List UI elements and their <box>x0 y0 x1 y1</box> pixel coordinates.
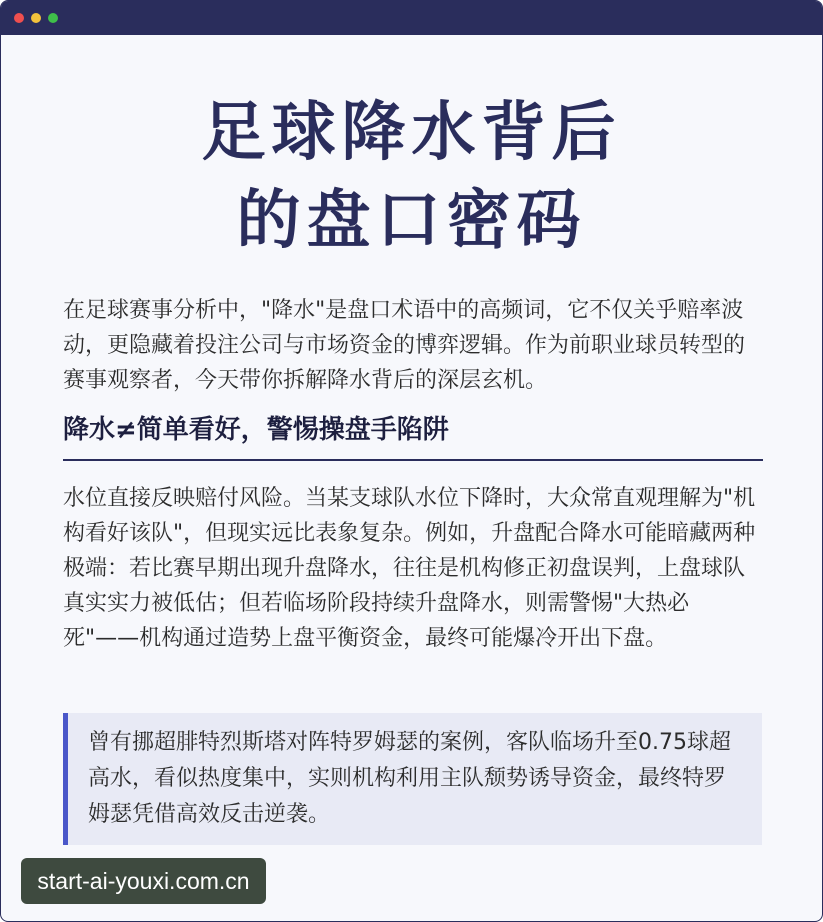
minimize-window-button[interactable] <box>31 13 41 23</box>
case-callout-box <box>63 713 762 845</box>
article-title-line-1: 足球降水背后 <box>201 96 622 170</box>
maximize-window-button[interactable] <box>48 13 58 23</box>
callout-text: 曾有挪超腓特烈斯塔对阵特罗姆瑟的案例，客队临场升至0.75球超高水，看似热度集中，实则机构利用主队颓势诱导资金，最终特罗姆瑟凭借高效反击逆袭。 <box>88 730 731 827</box>
section-body-paragraph: 水位直接反映赔付风险。当某支球队水位下降时，大众常直观理解为"机构看好该队"，但现实远比表象复杂。例如，升盘配合降水可能暗藏两种极端：若比赛早期出现升盘降水，往往是机构修正初盘误判，上盘球队真实实力被低估；但若临场阶段持续升盘降水，则需警惕"大热必死"——机构通过造势上盘平衡资金，最终可能爆冷开出下盘。 <box>63 486 756 651</box>
article-title-line-2: 的盘口密码 <box>236 184 587 258</box>
watermark-badge: start-ai-youxi.com.cn <box>21 858 266 904</box>
close-window-button[interactable] <box>14 13 24 23</box>
window-titlebar <box>1 1 822 35</box>
section-heading: 降水≠简单看好，警惕操盘手陷阱 <box>63 415 449 445</box>
intro-paragraph: 在足球赛事分析中，"降水"是盘口术语中的高频词，它不仅关乎赔率波动，更隐藏着投注公司与市场资金的博弈逻辑。作为前职业球员转型的赛事观察者，今天带你拆解降水背后的深层玄机。 <box>63 298 746 393</box>
section-divider <box>63 459 763 461</box>
